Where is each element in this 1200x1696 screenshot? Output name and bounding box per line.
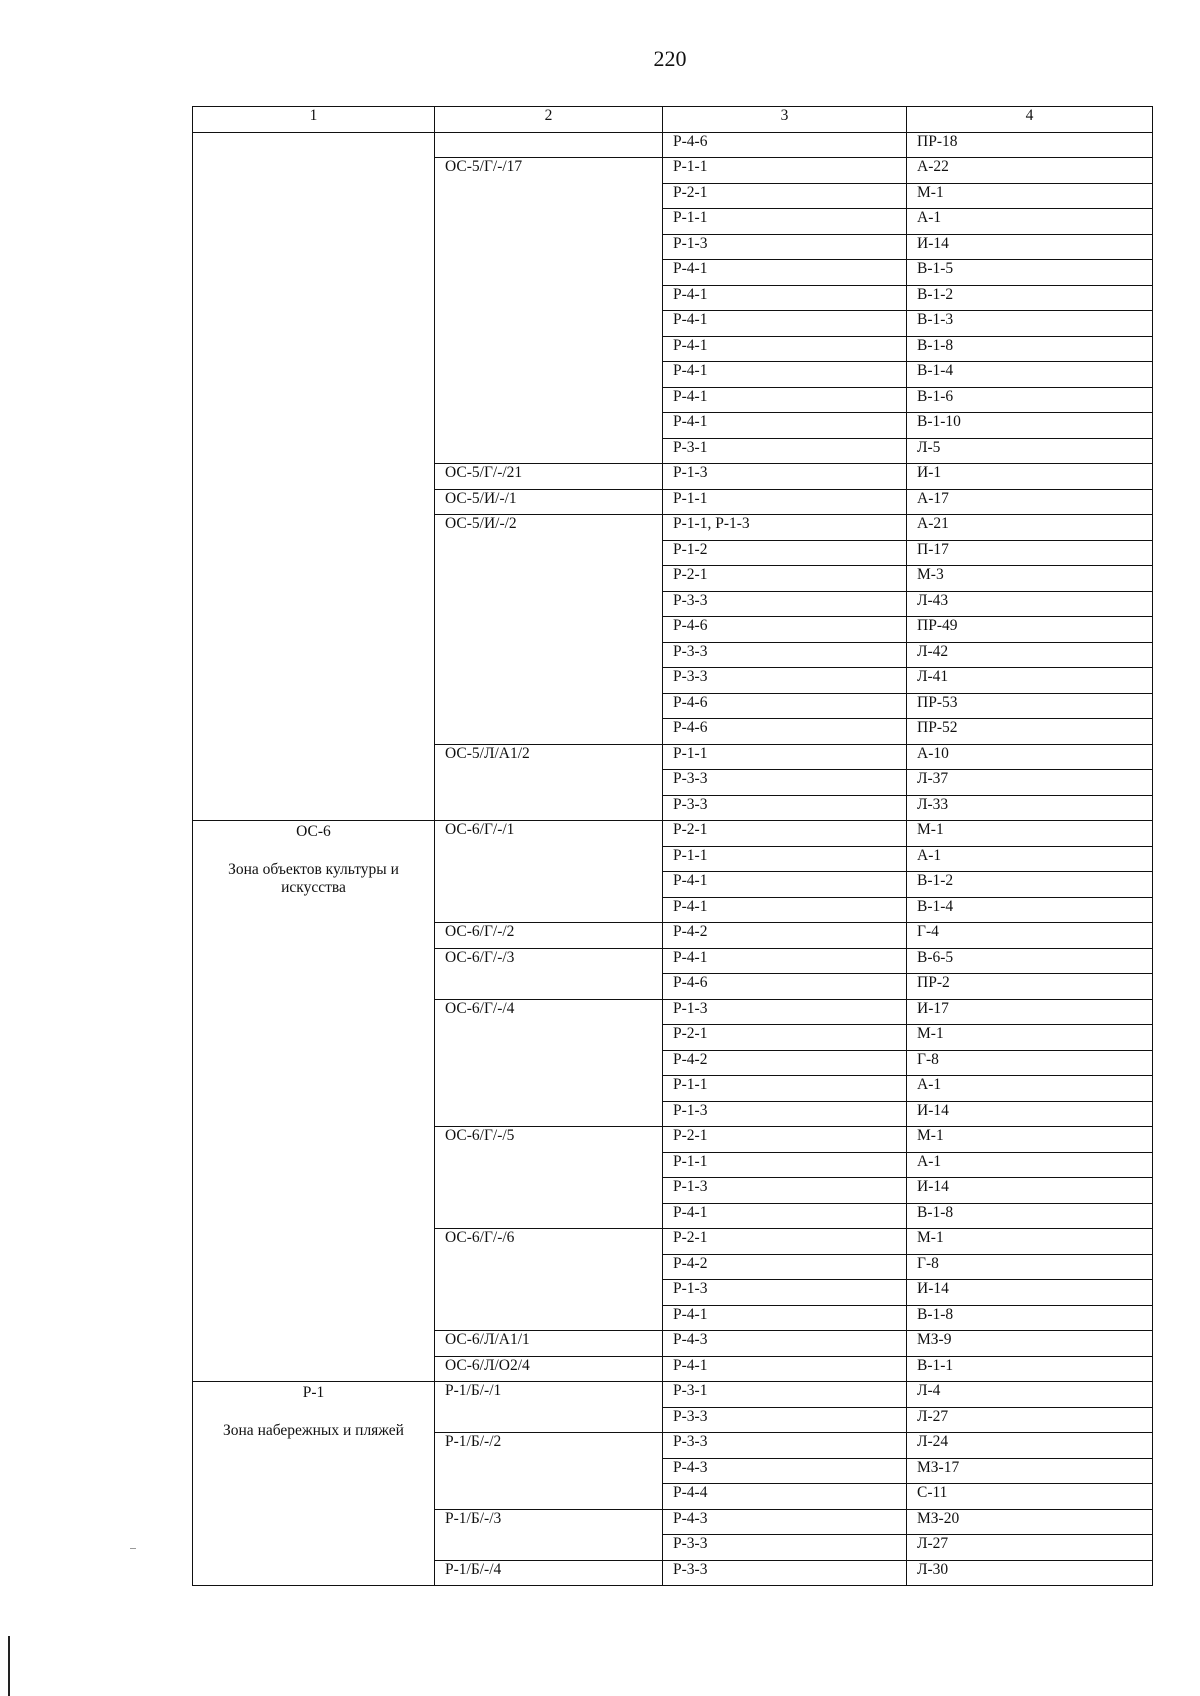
regulation-code-cell: Р-4-1 (663, 413, 907, 439)
subzone-code-cell: ОС-6/Г/-/5 (435, 1127, 663, 1229)
object-code-cell: Л-27 (907, 1407, 1153, 1433)
margin-mark (130, 1548, 136, 1549)
object-code-cell: ПР-49 (907, 617, 1153, 643)
regulation-code-cell: Р-2-1 (663, 183, 907, 209)
column-header-1: 1 (193, 107, 435, 133)
object-code-cell: М-3 (907, 566, 1153, 592)
regulation-code-cell: Р-4-1 (663, 948, 907, 974)
regulation-code-cell: Р-3-3 (663, 795, 907, 821)
subzone-code-cell: ОС-6/Г/-/4 (435, 999, 663, 1127)
column-header-4: 4 (907, 107, 1153, 133)
table-body (193, 132, 1153, 1586)
regulation-code-cell: Р-4-3 (663, 1509, 907, 1535)
object-code-cell: М-1 (907, 1229, 1153, 1255)
regulation-code-cell: Р-4-3 (663, 1331, 907, 1357)
subzone-code-cell: ОС-5/Г/-/21 (435, 464, 663, 490)
object-code-cell: В-1-2 (907, 872, 1153, 898)
subzone-code-cell: ОС-6/Л/О2/4 (435, 1356, 663, 1382)
regulation-code-cell: Р-1-1 (663, 744, 907, 770)
regulation-code-cell: Р-2-1 (663, 1025, 907, 1051)
regulation-code-cell: Р-4-3 (663, 1458, 907, 1484)
object-code-cell: В-1-8 (907, 1305, 1153, 1331)
regulation-code-cell: Р-2-1 (663, 1127, 907, 1153)
object-code-cell: М-1 (907, 183, 1153, 209)
regulation-code-cell: Р-3-3 (663, 1433, 907, 1459)
object-code-cell: И-14 (907, 1101, 1153, 1127)
object-code-cell: Л-37 (907, 770, 1153, 796)
regulation-code-cell: Р-3-1 (663, 438, 907, 464)
regulation-code-cell: Р-4-2 (663, 1050, 907, 1076)
subzone-code-cell: Р-1/Б/-/2 (435, 1433, 663, 1510)
object-code-cell: Л-42 (907, 642, 1153, 668)
object-code-cell: ПР-52 (907, 719, 1153, 745)
object-code-cell: И-17 (907, 999, 1153, 1025)
regulation-code-cell: Р-4-6 (663, 974, 907, 1000)
object-code-cell: А-21 (907, 515, 1153, 541)
regulation-code-cell: Р-4-1 (663, 387, 907, 413)
table-row (193, 1382, 1153, 1408)
object-code-cell: А-1 (907, 1076, 1153, 1102)
object-code-cell: Г-8 (907, 1050, 1153, 1076)
zone-code: Р-1 (302, 1384, 325, 1401)
regulation-code-cell: Р-3-3 (663, 1407, 907, 1433)
object-code-cell: МЗ-20 (907, 1509, 1153, 1535)
regulation-code-cell: Р-3-3 (663, 642, 907, 668)
object-code-cell: В-1-4 (907, 897, 1153, 923)
object-code-cell: И-14 (907, 1280, 1153, 1306)
object-code-cell: В-1-8 (907, 1203, 1153, 1229)
regulation-code-cell: Р-1-1 (663, 209, 907, 235)
regulation-code-cell: Р-1-3 (663, 1101, 907, 1127)
regulation-code-cell: Р-3-3 (663, 770, 907, 796)
object-code-cell: А-1 (907, 209, 1153, 235)
regulation-code-cell: Р-1-1 (663, 158, 907, 184)
subzone-code-cell: ОС-5/И/-/1 (435, 489, 663, 515)
table-row (193, 132, 1153, 158)
object-code-cell: А-1 (907, 1152, 1153, 1178)
zoning-table-container (192, 106, 1152, 1586)
zone-name: Зона набережных и пляжей (223, 1422, 404, 1439)
regulation-code-cell: Р-3-3 (663, 1560, 907, 1586)
subzone-code-cell: Р-1/Б/-/4 (435, 1560, 663, 1586)
object-code-cell: В-1-4 (907, 362, 1153, 388)
subzone-code-cell: ОС-5/Л/А1/2 (435, 744, 663, 821)
regulation-code-cell: Р-4-1 (663, 285, 907, 311)
regulation-code-cell: Р-1-3 (663, 234, 907, 260)
object-code-cell: С-11 (907, 1484, 1153, 1510)
subzone-code-cell: ОС-6/Л/А1/1 (435, 1331, 663, 1357)
page-number: 220 (653, 46, 687, 71)
object-code-cell: В-1-6 (907, 387, 1153, 413)
subzone-code-cell: Р-1/Б/-/3 (435, 1509, 663, 1560)
regulation-code-cell: Р-4-1 (663, 1356, 907, 1382)
regulation-code-cell: Р-1-1 (663, 1076, 907, 1102)
object-code-cell: В-1-2 (907, 285, 1153, 311)
object-code-cell: МЗ-17 (907, 1458, 1153, 1484)
subzone-code-cell: ОС-5/И/-/2 (435, 515, 663, 745)
regulation-code-cell: Р-1-2 (663, 540, 907, 566)
object-code-cell: В-1-8 (907, 336, 1153, 362)
object-code-cell: Г-8 (907, 1254, 1153, 1280)
regulation-code-cell: Р-1-1 (663, 846, 907, 872)
object-code-cell: И-14 (907, 234, 1153, 260)
table-row (193, 821, 1153, 847)
object-code-cell: Л-43 (907, 591, 1153, 617)
object-code-cell: В-1-5 (907, 260, 1153, 286)
regulation-code-cell: Р-4-6 (663, 132, 907, 158)
zoning-table (192, 106, 1153, 1586)
object-code-cell: Л-4 (907, 1382, 1153, 1408)
regulation-code-cell: Р-2-1 (663, 566, 907, 592)
regulation-code-cell: Р-4-2 (663, 1254, 907, 1280)
object-code-cell: А-1 (907, 846, 1153, 872)
regulation-code-cell: Р-4-1 (663, 336, 907, 362)
subzone-code-cell: ОС-6/Г/-/1 (435, 821, 663, 923)
regulation-code-cell: Р-4-6 (663, 693, 907, 719)
regulation-code-cell: Р-1-3 (663, 1280, 907, 1306)
regulation-code-cell: Р-1-3 (663, 1178, 907, 1204)
object-code-cell: В-1-3 (907, 311, 1153, 337)
object-code-cell: П-17 (907, 540, 1153, 566)
zone-name: Зона объектов культуры и искусства (228, 861, 399, 896)
object-code-cell: В-6-5 (907, 948, 1153, 974)
regulation-code-cell: Р-1-3 (663, 464, 907, 490)
subzone-code-cell: ОС-5/Г/-/17 (435, 158, 663, 464)
regulation-code-cell: Р-4-1 (663, 260, 907, 286)
regulation-code-cell: Р-4-1 (663, 897, 907, 923)
object-code-cell: В-1-10 (907, 413, 1153, 439)
subzone-code-cell (435, 132, 663, 158)
object-code-cell: А-17 (907, 489, 1153, 515)
column-header-3: 3 (663, 107, 907, 133)
regulation-code-cell: Р-4-2 (663, 923, 907, 949)
column-header-2: 2 (435, 107, 663, 133)
regulation-code-cell: Р-1-1, Р-1-3 (663, 515, 907, 541)
object-code-cell: Л-5 (907, 438, 1153, 464)
table-header-row (193, 107, 1153, 133)
object-code-cell: Л-41 (907, 668, 1153, 694)
regulation-code-cell: Р-4-1 (663, 1305, 907, 1331)
regulation-code-cell: Р-3-3 (663, 668, 907, 694)
regulation-code-cell: Р-3-1 (663, 1382, 907, 1408)
regulation-code-cell: Р-1-1 (663, 1152, 907, 1178)
subzone-code-cell: Р-1/Б/-/1 (435, 1382, 663, 1433)
object-code-cell: М-1 (907, 821, 1153, 847)
zone-code: ОС-6 (296, 823, 331, 840)
object-code-cell: Л-30 (907, 1560, 1153, 1586)
zone-cell (193, 1382, 435, 1586)
object-code-cell: И-14 (907, 1178, 1153, 1204)
object-code-cell: ПР-2 (907, 974, 1153, 1000)
regulation-code-cell: Р-4-1 (663, 1203, 907, 1229)
object-code-cell: А-22 (907, 158, 1153, 184)
regulation-code-cell: Р-4-4 (663, 1484, 907, 1510)
object-code-cell: ПР-53 (907, 693, 1153, 719)
zone-cell (193, 821, 435, 1382)
object-code-cell: Г-4 (907, 923, 1153, 949)
subzone-code-cell: ОС-6/Г/-/2 (435, 923, 663, 949)
object-code-cell: ПР-18 (907, 132, 1153, 158)
regulation-code-cell: Р-3-3 (663, 1535, 907, 1561)
object-code-cell: И-1 (907, 464, 1153, 490)
regulation-code-cell: Р-2-1 (663, 1229, 907, 1255)
object-code-cell: В-1-1 (907, 1356, 1153, 1382)
regulation-code-cell: Р-3-3 (663, 591, 907, 617)
zone-cell (193, 132, 435, 821)
object-code-cell: Л-24 (907, 1433, 1153, 1459)
object-code-cell: МЗ-9 (907, 1331, 1153, 1357)
regulation-code-cell: Р-4-1 (663, 362, 907, 388)
regulation-code-cell: Р-4-6 (663, 617, 907, 643)
object-code-cell: А-10 (907, 744, 1153, 770)
regulation-code-cell: Р-4-6 (663, 719, 907, 745)
regulation-code-cell: Р-1-1 (663, 489, 907, 515)
object-code-cell: Л-33 (907, 795, 1153, 821)
scan-edge-line (8, 1636, 10, 1696)
subzone-code-cell: ОС-6/Г/-/3 (435, 948, 663, 999)
regulation-code-cell: Р-1-3 (663, 999, 907, 1025)
regulation-code-cell: Р-4-1 (663, 311, 907, 337)
object-code-cell: М-1 (907, 1025, 1153, 1051)
subzone-code-cell: ОС-6/Г/-/6 (435, 1229, 663, 1331)
object-code-cell: Л-27 (907, 1535, 1153, 1561)
object-code-cell: М-1 (907, 1127, 1153, 1153)
regulation-code-cell: Р-2-1 (663, 821, 907, 847)
regulation-code-cell: Р-4-1 (663, 872, 907, 898)
